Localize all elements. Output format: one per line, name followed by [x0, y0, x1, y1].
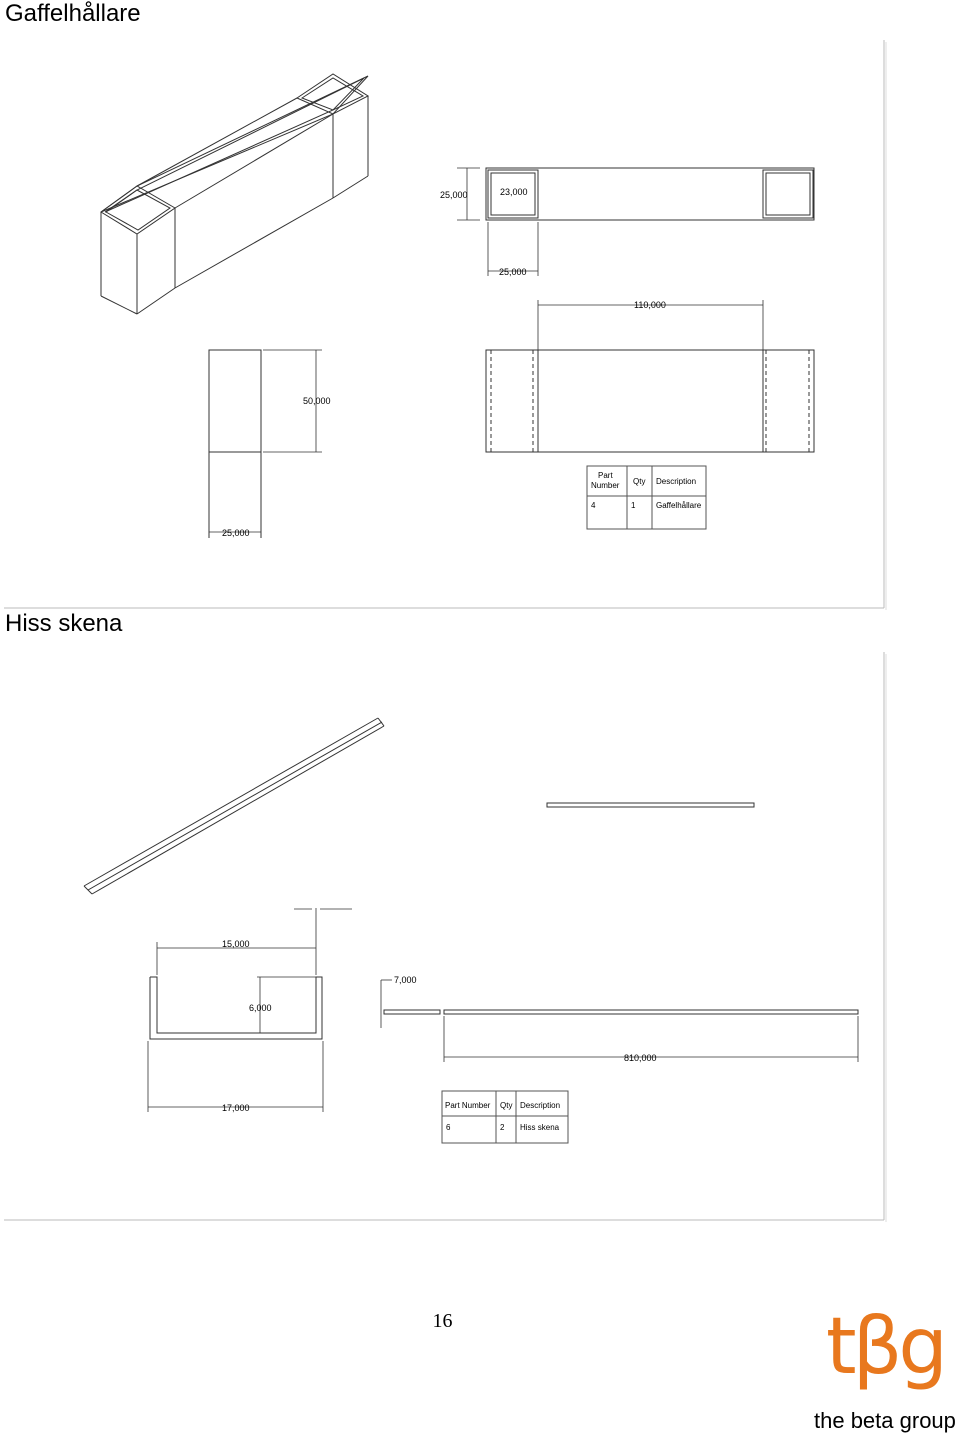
page-number: 16	[432, 1310, 453, 1332]
drawing-sheet-hiss-skena	[0, 650, 890, 1225]
table-cell: 4	[591, 501, 596, 510]
end-view	[209, 350, 322, 538]
dim-label: 25,000	[499, 267, 527, 277]
logo-text: the beta group	[814, 1408, 956, 1433]
table-header-description: Description	[656, 477, 697, 486]
section-title-gaffelhallare: Gaffelhållare	[5, 0, 141, 27]
section-title-hiss-skena: Hiss skena	[5, 610, 123, 637]
dim-label: 7,000	[394, 975, 417, 985]
parts-table	[587, 466, 706, 529]
table-header-qty: Qty	[500, 1101, 513, 1110]
dim-label: 17,000	[222, 1103, 250, 1113]
dim-label: 110,000	[634, 300, 666, 310]
table-cell: 2	[500, 1123, 505, 1132]
logo-mark: tβg	[826, 1302, 944, 1392]
dim-label: 25,000	[222, 528, 250, 538]
dim-label: 25,000	[440, 190, 468, 200]
sheet-frame	[4, 652, 886, 1222]
isometric-rail-view	[84, 718, 384, 894]
table-cell: 6	[446, 1123, 451, 1132]
dim-label: 50,000	[303, 396, 331, 406]
dim-label: 6,000	[249, 1003, 272, 1013]
flat-rail-view	[547, 803, 754, 807]
table-cell: 1	[631, 501, 636, 510]
dim-label: 810,000	[624, 1053, 657, 1063]
parts-table	[442, 1091, 568, 1143]
beta-group-logo	[812, 1302, 960, 1435]
long-side-view	[381, 980, 858, 1062]
dim-label: 23,000	[500, 187, 528, 197]
table-cell: Gaffelhållare	[656, 501, 702, 510]
table-cell: Hiss skena	[520, 1123, 560, 1132]
table-header-qty: Qty	[633, 477, 646, 486]
table-header-part-number: Part Number	[445, 1101, 491, 1110]
drawing-sheet-gaffelhallare	[0, 38, 890, 613]
table-header-description: Description	[520, 1101, 561, 1110]
isometric-box-view	[101, 74, 368, 314]
table-header-part: Part	[598, 471, 613, 480]
table-header-number: Number	[591, 481, 620, 490]
dim-label: 15,000	[222, 939, 250, 949]
front-view	[486, 350, 814, 452]
top-view	[486, 168, 814, 220]
sheet-frame	[4, 40, 886, 610]
